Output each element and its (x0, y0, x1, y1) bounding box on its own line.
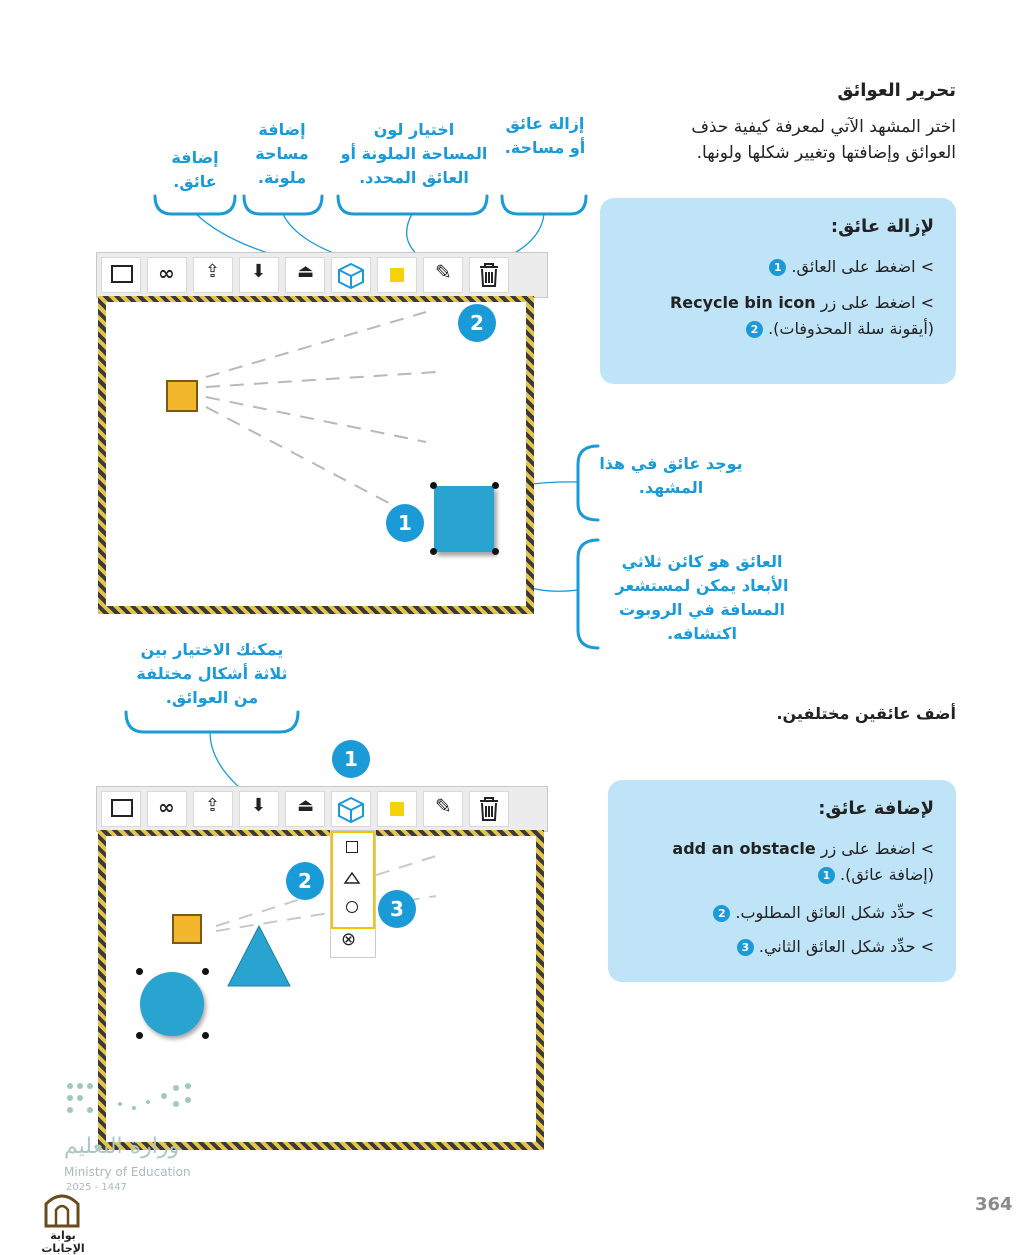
ministry-logo-dots (64, 1078, 200, 1124)
scene1-arena (106, 302, 526, 606)
callout-shapes: يمكنك الاختيار بين ثلاثة أشكال مختلفة من العوائق. (136, 640, 288, 707)
share-icon: ⏏ (297, 795, 315, 816)
badge-1-scene2: 1 (332, 740, 370, 778)
add-step-1-post: (إضافة عائق). (839, 865, 934, 884)
add-step-1-pre: > اضغط على زر (820, 839, 934, 858)
download-icon: ⬇ (251, 795, 267, 816)
eyedropper-icon: ✎ (435, 260, 452, 284)
share-button[interactable] (285, 791, 325, 827)
add-info-box (608, 780, 956, 982)
robot[interactable] (172, 914, 202, 944)
cube-icon (332, 792, 370, 826)
cube-obstacle[interactable] (434, 486, 494, 552)
scene1-toolbar (96, 252, 548, 298)
remove-step-2-pre: > اضغط على زر (820, 293, 934, 312)
cancel-shape-option[interactable]: ⊗ (341, 929, 357, 950)
download-button[interactable] (239, 791, 279, 827)
upload-icon: ⇪ (205, 261, 221, 282)
handle[interactable] (202, 968, 209, 975)
step-number: 2 (746, 321, 763, 338)
remove-step-1 (634, 254, 934, 280)
handle[interactable] (202, 1032, 209, 1039)
add-step-1 (624, 836, 934, 888)
share-button[interactable] (285, 257, 325, 293)
handle[interactable] (136, 1032, 143, 1039)
handle[interactable] (136, 968, 143, 975)
badge-3-scene2: 3 (378, 890, 416, 928)
add-step-3-text: > حدِّد شكل العائق الثاني. (758, 937, 934, 956)
scene2-toolbar (96, 786, 548, 832)
upload-icon: ⇪ (205, 795, 221, 816)
image-icon (111, 265, 133, 283)
remove-step-1-text: > اضغط على العائق. (791, 257, 934, 276)
add-step-1-en: add an obstacle (672, 839, 816, 858)
remove-step-2-post: (أيقونة سلة المحذوفات). (768, 319, 934, 338)
callout-add-colored-area: إضافة مساحة ملونة. (255, 120, 309, 187)
image-icon (111, 799, 133, 817)
download-icon: ⬇ (251, 261, 267, 282)
upload-button[interactable] (193, 791, 233, 827)
badge-1: 1 (386, 504, 424, 542)
image-button[interactable] (101, 257, 141, 293)
handle[interactable] (430, 482, 437, 489)
color-picker-button[interactable] (423, 257, 463, 293)
add-obstacle-button[interactable] (331, 791, 371, 827)
sensor-beams (106, 302, 526, 606)
remove-box-title: لإزالة عائق: (830, 216, 934, 237)
circle-shape-option[interactable] (346, 901, 358, 913)
section-title: تحرير العوائق (837, 80, 956, 101)
callout-choose-color: اختيار لون المساحة الملونة أو العائق المحدد. (340, 120, 488, 187)
path-icon: ∞ (158, 261, 175, 285)
callout-obstacle-3d: العائق هو كائن ثلاثي الأبعاد يمكن لمستشعر المسافة في الروبوت اكتشافه. (615, 552, 789, 643)
path-button[interactable] (147, 791, 187, 827)
triangle-shape-option[interactable] (343, 871, 361, 885)
step-number: 3 (737, 939, 754, 956)
add-box-title: لإضافة عائق: (818, 798, 934, 819)
remove-info-box (600, 198, 956, 384)
shape-dropdown (330, 830, 376, 958)
handle[interactable] (492, 548, 499, 555)
intro-text: اختر المشهد الآتي لمعرفة كيفية حذف العوائق وإضافتها وتغيير شكلها ولونها. (691, 117, 956, 163)
path-button[interactable] (147, 257, 187, 293)
ministry-english: Ministry of Education (64, 1165, 191, 1179)
square-shape-option[interactable] (346, 841, 358, 853)
page-number: 364 (975, 1194, 1013, 1215)
callout-obstacle-here: يوجد عائق في هذا المشهد. (599, 454, 743, 497)
image-button[interactable] (101, 791, 141, 827)
circle-obstacle[interactable] (140, 972, 204, 1036)
triangle-obstacle[interactable] (224, 922, 294, 992)
callout-remove: إزالة عائق أو مساحة. (504, 114, 586, 157)
add-obstacle-button[interactable] (331, 257, 371, 293)
add-step-3 (634, 934, 934, 960)
callout-add-obstacle: إضافة عائق. (171, 148, 219, 191)
color-picker-button[interactable] (423, 791, 463, 827)
trash-icon (470, 792, 508, 826)
add-colored-area-button[interactable] (377, 791, 417, 827)
upload-button[interactable] (193, 257, 233, 293)
path-icon: ∞ (158, 795, 175, 819)
step-number: 1 (818, 867, 835, 884)
step-number: 1 (769, 259, 786, 276)
robot[interactable] (166, 380, 198, 412)
add-colored-area-button[interactable] (377, 257, 417, 293)
remove-step-2 (624, 290, 934, 342)
trash-icon (470, 258, 508, 292)
cube-icon (332, 258, 370, 292)
download-button[interactable] (239, 257, 279, 293)
add-step-2-text: > حدِّد شكل العائق المطلوب. (735, 903, 934, 922)
remove-step-2-en: Recycle bin icon (669, 293, 816, 312)
handle[interactable] (492, 482, 499, 489)
eyedropper-icon: ✎ (435, 794, 452, 818)
badge-2-scene2: 2 (286, 862, 324, 900)
yellow-square-icon (390, 268, 404, 282)
badge-2: 2 (458, 304, 496, 342)
add-heading: أضف عائقين مختلفين. (776, 704, 956, 723)
site-label: بوابة الإجابات (41, 1229, 85, 1255)
delete-button[interactable] (469, 791, 509, 827)
yellow-square-icon (390, 802, 404, 816)
ministry-arabic: وزارة التعليم (64, 1134, 180, 1159)
delete-button[interactable] (469, 257, 509, 293)
ministry-year: 2025 - 1447 (66, 1182, 127, 1193)
handle[interactable] (430, 548, 437, 555)
step-number: 2 (713, 905, 730, 922)
add-step-2 (634, 900, 934, 926)
site-logo-icon (40, 1186, 84, 1230)
share-icon: ⏏ (297, 261, 315, 282)
